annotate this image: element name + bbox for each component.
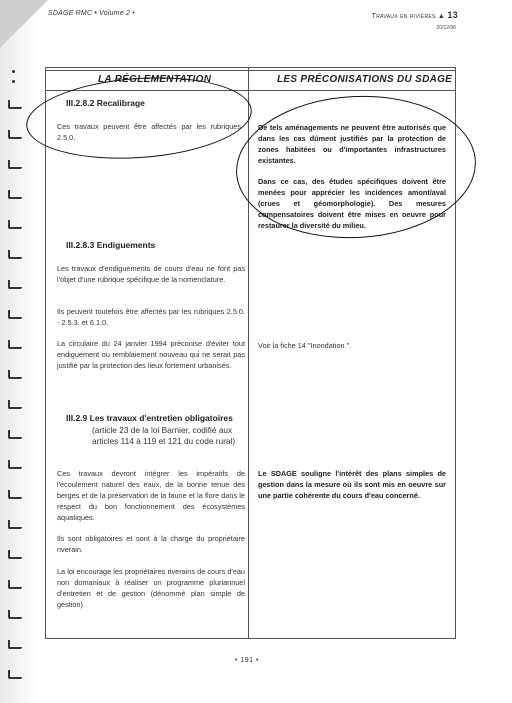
endiguements-left-p3: La circulaire du 24 janvier 1994 préconise d'éviter tout endiguement ou remblaiement nouveau qui ne serait pas justifié par la protection des lieux fortement urbanisés.: [57, 339, 245, 370]
folded-corner: [0, 0, 48, 48]
column-title-left: LA RÉGLEMENTATION: [98, 74, 212, 85]
entretien-left-p1: Ces travaux devront intégrer les impératifs de l'écoulement naturel des eaux, de la bonne tenue des berges et de la préservation de la faune et la flore dans le respect du bon fonctionnement des écosystèmes aquatiques.: [57, 469, 245, 522]
header-chapter: [372, 10, 458, 20]
entretien-right-p1: Le SDAGE souligne l'intérêt des plans simples de gestion dans la mesure où ils sont mis en oeuvre sur une partie cohérente du cours d'eau concerné.: [258, 469, 446, 500]
header-page-number: 13: [447, 10, 458, 20]
entretien-left-p2: Ils sont obligatoires et sont à la charge du propriétaire riverain.: [57, 534, 245, 554]
triangle-icon: ▲: [437, 13, 446, 20]
section-heading-recalibrage: III.2.8.2 Recalibrage: [66, 98, 145, 108]
recalibrage-left-text: Ces travaux peuvent être affectés par les rubriques 2.5.0.: [57, 122, 241, 142]
endiguements-left-p2: Ils peuvent toutefois être affectés par les rubriques 2.5.0. - 2.5.3. et 6.1.0.: [57, 307, 245, 327]
entretien-subnote: (article 23 de la loi Barnier, codifié aux articles 114 à 119 et 121 du code rural): [92, 425, 236, 446]
endiguements-left-p1: Les travaux d'endiguements de cours d'eau ne font pas l'objet d'une rubrique spécifique de la nomenclature.: [57, 264, 245, 284]
header-series: SDAGE RMC • Volume 2 •: [48, 10, 135, 17]
section-heading-entretien: III.2.9 Les travaux d'entretien obligatoires: [66, 413, 233, 423]
binding-holes: [8, 70, 24, 680]
entretien-left-p3: La loi encourage les propriétaires riverains de cours d'eau non domaniaux à réaliser un programme pluriannuel d'entretien et de gestion (dénommé plan simple de gestion).: [57, 567, 245, 609]
recalibrage-right-p1: De tels aménagements ne peuvent être autorisés que dans les cas dûment justifiés par la protection de zones habitées ou d'importantes infrastructures existantes.: [258, 123, 446, 165]
column-title-right: LES PRÉCONISATIONS DU SDAGE: [277, 74, 453, 85]
header-rule-top: [46, 70, 455, 71]
section-heading-endiguements: III.2.8.3 Endiguements: [66, 240, 156, 250]
header-date: 20/12/96: [436, 25, 456, 31]
header-chapter-label: Travaux en rivières: [371, 13, 436, 20]
endiguements-right-p1: Voir la fiche 14 "Inondation ".: [258, 341, 352, 350]
recalibrage-right-p2: Dans ce cas, des études spécifiques doivent être menées pour apprécier les incidences amont/aval (crues et géomorphologie). Des mesures compensatoires doivent être mises en oeuvre pour restaurer la diversité du milieu.: [258, 177, 446, 230]
footer-page-number: • 191 •: [235, 657, 259, 664]
